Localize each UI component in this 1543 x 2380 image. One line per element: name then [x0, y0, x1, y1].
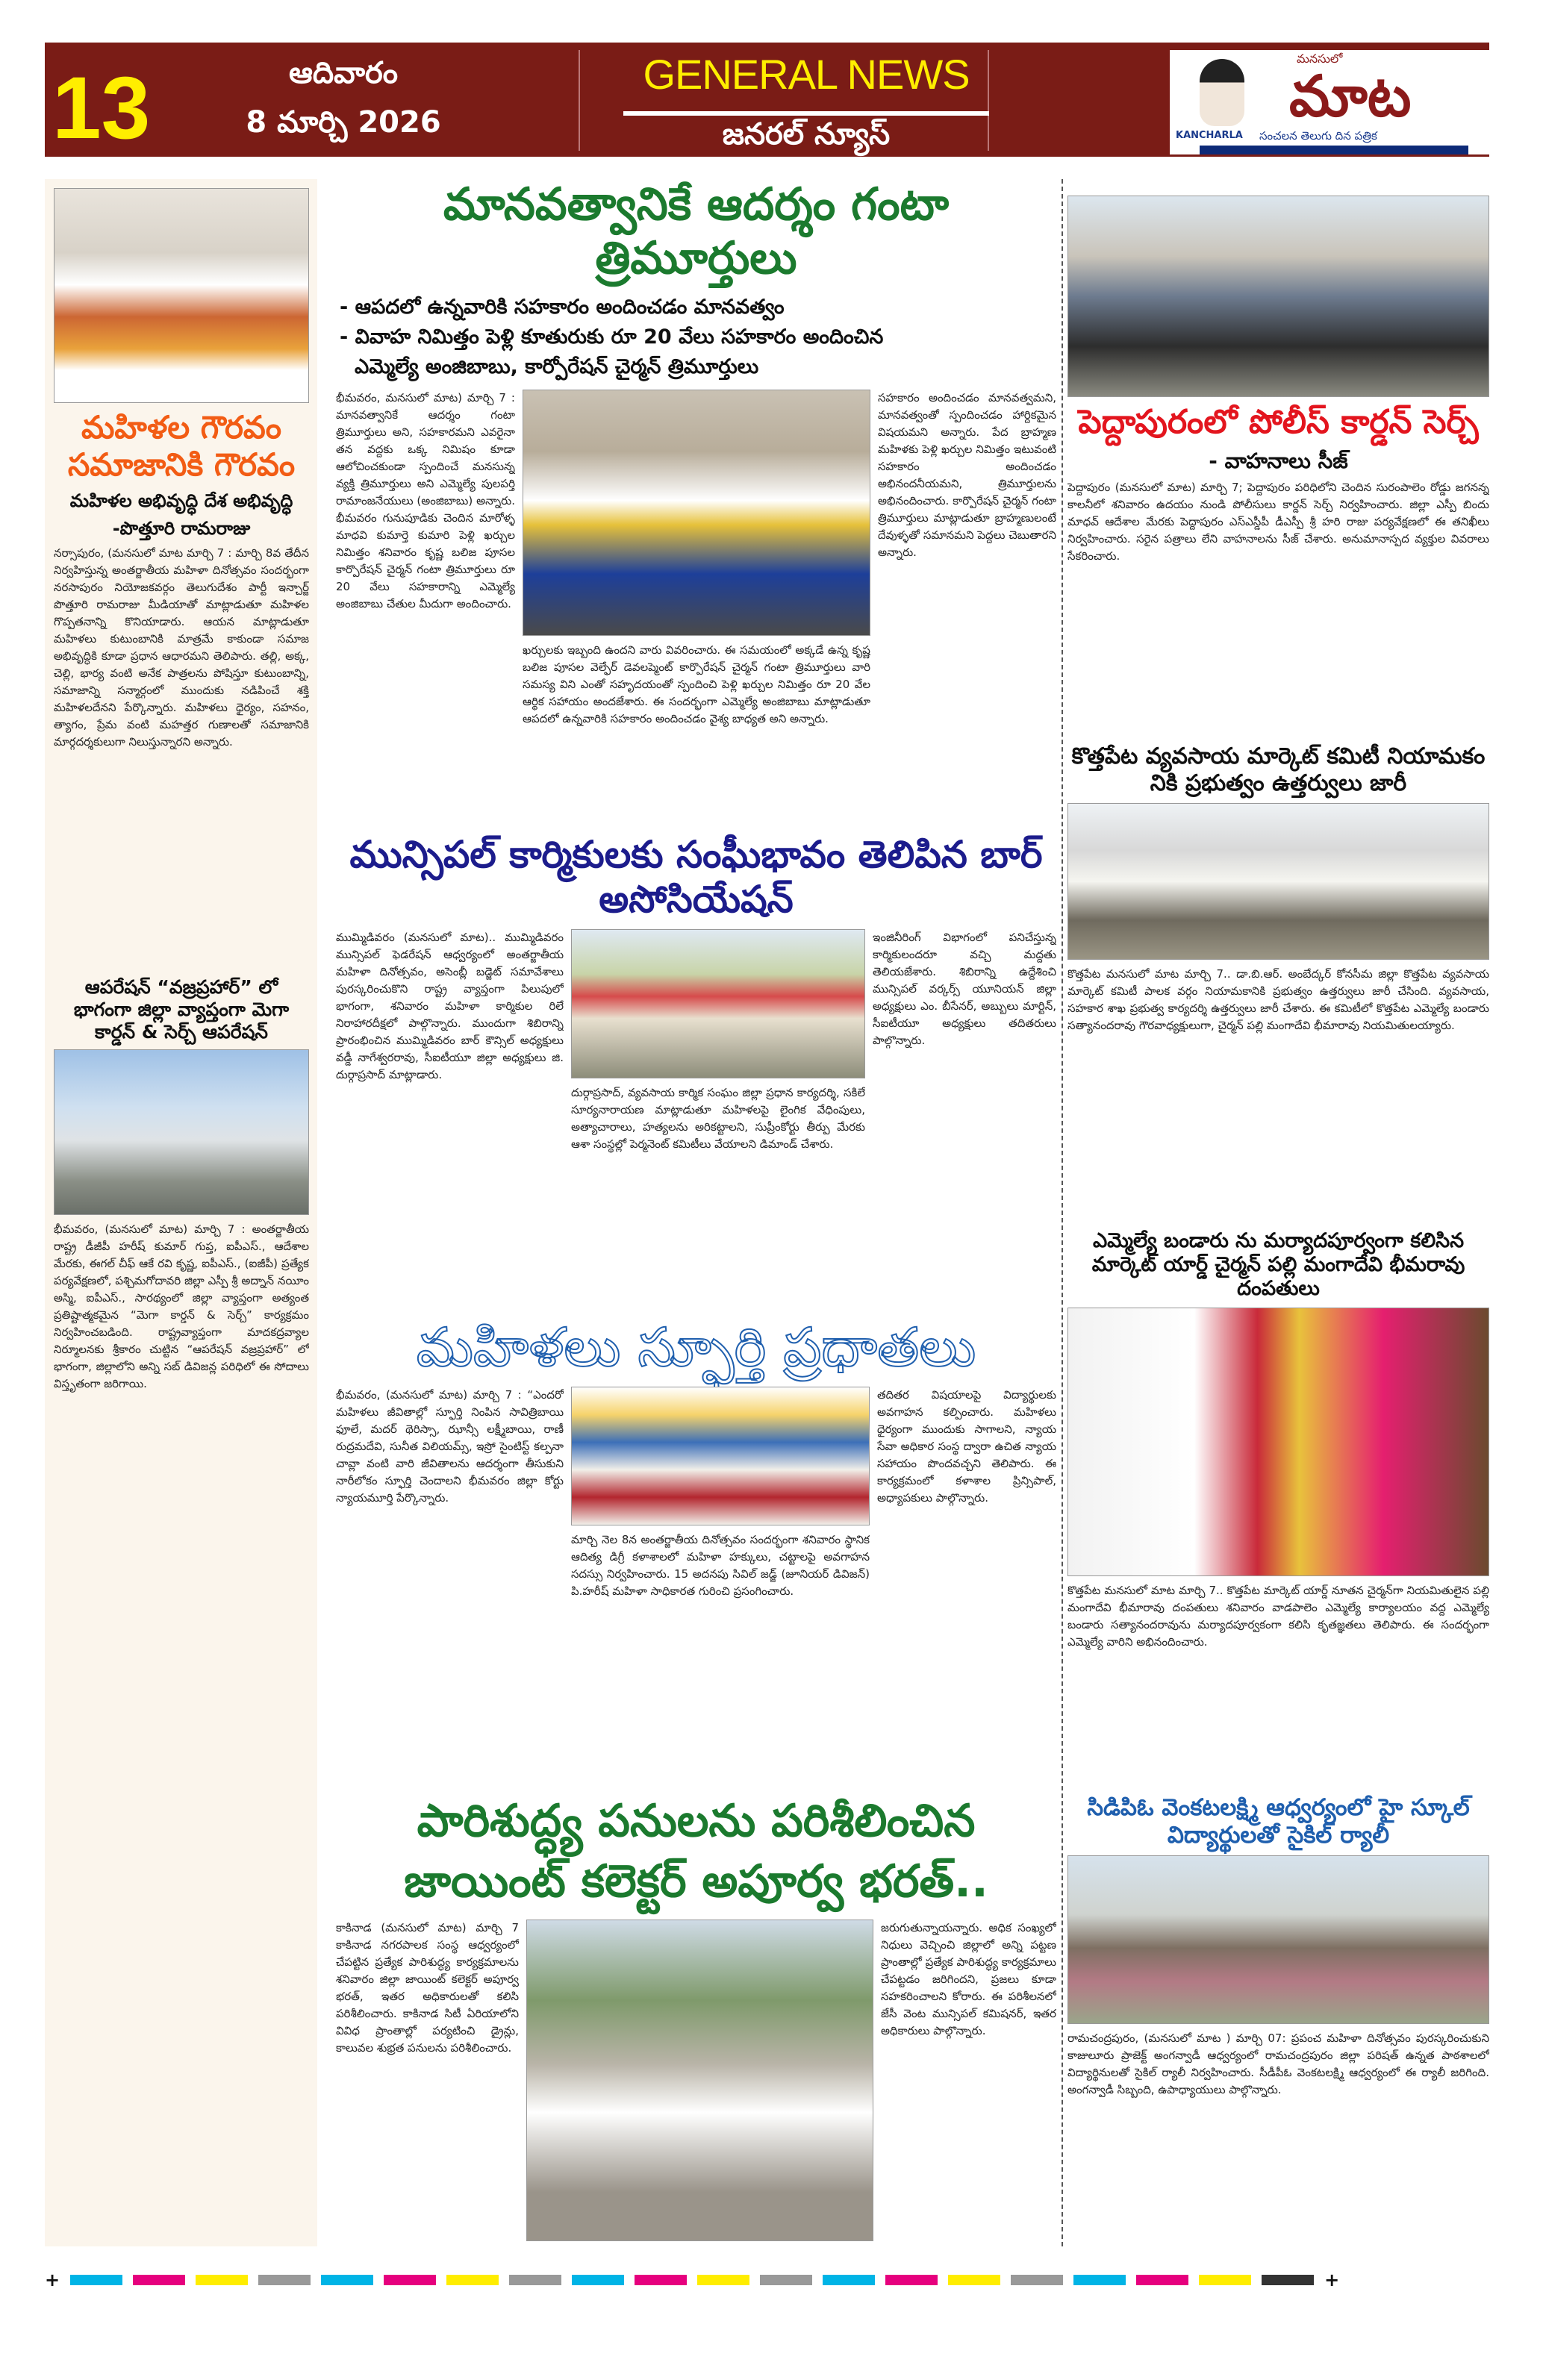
- bullet: ఎమ్మెల్యే అంజిబాబు, కార్పోరేషన్ చైర్మన్ త్రిమూర్తులు: [355, 355, 759, 378]
- article-1-body-bottom: ఖర్చులకు ఇబ్బంది ఉందని వారు వివరించారు. ఈ సమయంలో అక్కడే ఉన్న కృష్ణ బలిజ పూసల వెల్ఫేర్ డెవలప్మెంట్ కార్పొరేషన్ చైర్మన్ గంటా త్రిమూర్తులు వారి సమస్య విని ఎంతో సహృదయంతో స్పందించి పెళ్లి ఖర్చుల నిమిత్తం రూ 20 వేల ఆర్థిక సహాయం అందజేశారు. ఈ సందర్భంగా ఎమ్మెల్యే అంజిబాబు మాట్లాడుతూ ఆపదలో ఉన్నవారికి సహకారం అందించడం వైశ్య బాధ్యత అని అన్నారు.: [523, 643, 870, 725]
- right-article-4-body: రామచంద్రపురం, (మనసులో మాట ) మార్చి 07: ప్రపంచ మహిళా దినోత్సవం పురస్కరించుకుని కాజులూరు ప్రాజెక్ట్ అంగన్వాడీ ఆధ్వర్యంలో రామచంద్రపురం జిల్లా పరిషత్ ఉన్నత పాఠశాలలో విద్యార్థినులతో సైకిల్ ర్యాలీ నిర్వహించారు. సీడీపీఓ వెంకటలక్ష్మి ఆధ్వర్యంలో ఈ ర్యాలీ జరిగింది. అంగన్వాడీ సిబ్బంది, ఉపాధ్యాయులు పాల్గొన్నారు.: [1067, 2031, 1489, 2097]
- divider: [623, 111, 989, 116]
- left-operation-body: భీమవరం, (మనసులో మాట) మార్చి 7 : అంతర్జాతీయ రాష్ట్ర డీజీపీ హరీష్ కుమార్ గుప్త, ఐపీఎస్., ఆదేశాల మేరకు, ఈగల్ చీఫ్ ఆకే రవి కృష్ణ, ఐపీఎస్., (ఐజీపీ) ప్రత్యేక పర్యవేక్షణలో, పశ్చిమగోదావరి జిల్లా ఎస్పీ శ్రీ అద్నాన్ నయీం అస్మి, ఐపీఎస్., సారథ్యంలో జిల్లా వ్యాప్తంగా అత్యంత ప్రతిష్టాత్మకమైన “మెగా కార్డన్ & సెర్చ్” కార్యక్రమం నిర్వహించబడింది. రాష్ట్రవ్యాప్తంగా మాదకద్రవ్యాల నిర్మూలనకు శ్రీకారం చుట్టిన “ఆపరేషన్ వజ్రప్రహార్” లో భాగంగా, జిల్లాలోని అన్ని సబ్ డివిజన్ల పరిధిలో ఈ సోదాలు విస్తృతంగా జరిగాయి.: [54, 1222, 309, 1390]
- portrait-photo: [54, 188, 309, 403]
- right-article-2-photo: [1067, 803, 1489, 960]
- article-3-body-mid: మార్చి నెల 8న అంతర్జాతీయ దినోత్సవం సందర్భంగా శనివారం స్థానిక ఆదిత్య డిగ్రీ కళాశాలలో మహిళా హక్కులు, చట్టాలపై అవగాహన సదస్సు నిర్వహించారు. 15 అదనపు సివిల్ జడ్జ్ (జూనియర్ డివిజన్) పి.హరీష్ మహిళా సాధికారత గురించి ప్రసంగించారు.: [571, 1533, 870, 1599]
- right-subheadline-1: - వాహనాలు సీజ్: [1209, 448, 1348, 473]
- registration-mark-icon: +: [45, 2270, 60, 2290]
- logo-tagline: సంచలన తెలుగు దిన పత్రిక: [1259, 129, 1377, 143]
- left-column: [54, 188, 309, 2240]
- article-2-body-left: ముమ్మిడివరం (మనసులో మాట).. ముమ్మిడివరం మున్సిపల్ ఫెడరేషన్ ఆధ్వర్యంలో అంతర్జాతీయ మహిళా దినోత్సవం, అసెంబ్లీ బడ్జెట్ సమావేశాలు పురస్కరించుకొని రాష్ట్ర వ్యాప్తంగా పిలుపులో భాగంగా, శనివారం మహిళా కార్మికుల రిలే నిరాహారదీక్షలో పాల్గొన్నారు. ముందుగా శిబిరాన్ని ప్రారంభించిన ముమ్మిడివరం బార్ కౌన్సిల్ అధ్యక్షులు వడ్డీ నాగేశ్వరరావు, సీఐటీయూ జిల్లా అధ్యక్షులు జి. దుర్గాప్రసాద్ మాట్లాడారు.: [336, 930, 564, 1081]
- section-title-te: జనరల్ న్యూస్: [722, 117, 891, 152]
- bullet: - వివాహ నిమిత్తం పెళ్లి కూతురుకు రూ 20 వేలు సహకారం అందించిన: [340, 325, 884, 349]
- article-3-middle: [571, 1387, 870, 1784]
- registration-mark-icon: +: [1324, 2270, 1340, 2290]
- article-4-body-left: కాకినాడ (మనసులో మాట) మార్చి 7 కాకినాడ నగరపాలక సంస్థ ఆధ్వర్యంలో చేపట్టిన ప్రత్యేక పారిశుద్ధ్య కార్యక్రమాలను శనివారం జిల్లా జాయింట్ కలెక్టర్ అపూర్వ భరత్, ఇతర అధికారులతో కలిసి పరిశీలించారు. కాకినాడ సిటీ ఏరియాలోని వివిధ ప్రాంతాల్లో పర్యటించి డ్రైన్లు, కాలువల శుభ్రత పనులను పరిశీలించారు.: [336, 1921, 519, 2055]
- logo-bar: [1200, 146, 1468, 154]
- left-byline: -పొత్తూరి రామరాజు: [112, 517, 251, 539]
- article-1-middle: [523, 390, 870, 825]
- article-3-photo: [571, 1387, 870, 1525]
- divider: [579, 50, 580, 151]
- article-2-photo: [571, 929, 865, 1078]
- article-4: [336, 1920, 1056, 2241]
- left-headline: మహిళల గౌరవం సమాజానికి గౌరవం: [67, 409, 296, 484]
- section-title-en: GENERAL NEWS: [643, 51, 970, 98]
- masthead: [45, 43, 1489, 157]
- print-color-bar: [45, 2270, 1489, 2290]
- article-4-middle: [526, 1920, 873, 2241]
- center-headline-4: పారిశుద్ధ్య పనులను పరిశీలించిన జాయింట్ కలెక్టర్ అపూర్వ భరత్..: [404, 1795, 988, 1908]
- right-article-3-photo: [1067, 1308, 1489, 1576]
- left-subheadline: మహిళల అభివృద్ధి దేశ అభివృద్ధి: [69, 490, 293, 511]
- right-article-1-photo: [1067, 196, 1489, 397]
- right-article-1-body: పెద్దాపురం (మనసులో మాట) మార్చి 7; పెద్దాపురం పరిధిలోని చెందిన సురంపాలెం రోడ్డు జగనన్న కాలనీలో శనివారం ఉదయం నుండి పోలీసులు కార్డన్ సెర్చ్ నిర్వహించారు. జిల్లా ఎస్పీ బిందు మాధవ్ ఆదేశాల మేరకు పెద్దాపురం ఎస్ఎస్డీపీ డీఎస్పీ శ్రీ హరి రాజు పర్యవేక్షణలో ఈ తనిఖీలు నిర్వహించారు. సరైన పత్రాలు లేని వాహనాలను సీజ్ చేశారు. అనుమానాస్పద వ్యక్తుల వివరాలు సేకరించారు.: [1067, 481, 1489, 563]
- day-label: ఆదివారం: [288, 56, 399, 90]
- right-headline-4: సిడిపిఓ వెంకటలక్ష్మి ఆధ్వర్యంలో హై స్కూల్ విద్యార్థులతో సైకిల్ ర్యాలీ: [1087, 1794, 1470, 1849]
- article-3: [336, 1387, 1056, 1784]
- article-2-body-mid: దుర్గాప్రసాద్, వ్యవసాయ కార్మిక సంఘం జిల్లా ప్రధాన కార్యదర్శి, సకిలే సూర్యనారాయణ మాట్లాడుతూ మహిళలపై లైంగిక వేధింపులు, అత్యాచారాలు, హత్యలను అరికట్టాలని, సుప్రీంకోర్టు తీర్పు మేరకు ఆశా సంస్థల్లో పెర్మనెంట్ కమిటీలు వేయాలని డిమాండ్ చేశారు.: [571, 1085, 865, 1151]
- article-1-body-left: భీమవరం, మనసులో మాట) మార్చి 7 : మానవత్వానికే ఆదర్శం గంటా త్రిమూర్తులు అని, సహకారమని ఎవరైనా తన వద్దకు ఒక్క నిమిషం కూడా ఆలోచించకుండా స్పందించే మనసున్న వ్యక్తి త్రిమూర్తులు అని ఎమ్మెల్యే పులపర్తి రామాంజనేయులు (అంజిబాబు) అన్నారు. భీమవరం గునుపూడికు చెందిన మారోళ్ళ మాధవి కుమార్తె కుమారి పెళ్లి ఖర్చుల నిమిత్తం శనివారం కృష్ణ బలిజ పూసల కార్పొరేషన్ చైర్మన్ గంటా త్రిమూర్తులు రూ 20 వేలు సహకారాన్ని ఎమ్మెల్యే అంజిబాబు చేతుల మీదుగా అందించారు.: [336, 391, 515, 610]
- article-1: [336, 390, 1056, 825]
- article-2-middle: [571, 929, 865, 1308]
- right-headline-3: ఎమ్మెల్యే బండారు ను మర్యాదపూర్వంగా కలిసిన మార్కెట్ యార్డ్ చైర్మన్ పల్లి మంగాదేవి భీమరావు దంపతులు: [1091, 1228, 1465, 1301]
- center-headline-3: మహిళలు స్ఫూర్తి ప్రధాతలు: [416, 1315, 976, 1378]
- right-article-3-body: కొత్తపేట మనసులో మాట మార్చి 7.. కొత్తపేట మార్కెట్ యార్డ్ నూతన చైర్మన్‌గా నియమితులైన పల్లి మంగాదేవి భీమారావు దంపతులు శనివారం వాడపాలెం ఎమ్మెల్యే కార్యాలయం వద్ద ఎమ్మెల్యే బండారు సత్యానందరావును మర్యాదపూర్వకంగా కలిసి కృతజ్ఞతలు తెలిపారు. ఈ సందర్భంగా ఎమ్మెల్యే వారిని అభినందించారు.: [1067, 1583, 1489, 1649]
- headline-1-bullets: [336, 293, 1056, 382]
- right-article-4-photo: [1067, 1855, 1489, 2024]
- date-label: 8 మార్చి 2026: [246, 105, 441, 140]
- article-2-body-right: ఇంజినీరింగ్ విభాగంలో పనిచేస్తున్న కార్మికులందరూ వచ్చి మద్దతు తెలియజేశారు. శిబిరాన్ని ఉద్దేశించి మున్సిపల్ వర్కర్స్ యూనియన్ జిల్లా అధ్యక్షులు ఎం. బీసేనర్, అబ్బులు మార్టిన్, సీఐటీయూ అధ్యక్షులు తదితరులు పాల్గొన్నారు.: [873, 930, 1056, 1047]
- column-divider: [1062, 179, 1063, 2246]
- portrait-icon: [1200, 59, 1244, 126]
- article-4-body-right: జరుగుతున్నాయన్నారు. అధిక సంఖ్యలో నిధులు వెచ్చించి జిల్లాలో అన్ని పట్టణ ప్రాంతాల్లో ప్రత్యేక పారిశుద్ధ్య కార్యక్రమాలు చేపట్టడం జరిగిందని, ప్రజలు కూడా సహకరించాలని కోరారు. ఈ పరిశీలనలో జేసీ వెంట మున్సిపల్ కమిషనర్, ఇతర అధికారులు పాల్గొన్నారు.: [881, 1921, 1056, 2038]
- logo-prefix: మనసులో: [1297, 51, 1343, 66]
- newspaper-logo: [1170, 50, 1491, 154]
- center-column: [336, 178, 1056, 2241]
- page-number: 13: [52, 59, 151, 157]
- left-subhead-operation: ఆపరేషన్ “వజ్రప్రహార్” లో భాగంగా జిల్లా వ్యాప్తంగా మెగా కార్డన్ & సెర్చ్ ఆపరేషన్: [73, 975, 290, 1043]
- center-headline-1: మానవత్వానికే ఆదర్శం గంటా త్రిమూర్తులు: [443, 178, 950, 284]
- right-headline-2: కొత్తపేట వ్యవసాయ మార్కెట్ కమిటీ నియామకం నికి ప్రభుత్వం ఉత్తర్వులు జారీ: [1071, 743, 1486, 796]
- center-headline-2: మున్సిపల్ కార్మికులకు సంఘీభావం తెలిపిన బార్ అసోసియేషన్: [349, 832, 1043, 921]
- right-headline-1: పెద్దాపురంలో పోలీస్ కార్డన్ సెర్చ్: [1078, 403, 1479, 441]
- article-2: [336, 929, 1056, 1308]
- article-3-body-right: తదితర విషయాలపై విద్యార్థులకు అవగాహన కల్పించారు. మహిళలు ధైర్యంగా ముందుకు సాగాలని, న్యాయ సేవా అధికార సంస్థ ద్వారా ఉచిత న్యాయ సహాయం పొందవచ్చని తెలిపారు. ఈ కార్యక్రమంలో కళాశాల ప్రిన్సిపాల్, అధ్యాపకులు పాల్గొన్నారు.: [877, 1388, 1056, 1505]
- logo-brand: KANCHARLA: [1176, 130, 1243, 141]
- article-3-body-left: భీమవరం, (మనసులో మాట) మార్చి 7 : “ఎందరో మహిళలు జీవితాల్లో స్ఫూర్తి నింపిన సావిత్రిబాయి ఫూలే, మదర్ థెరిస్సా, ఝాన్సీ లక్ష్మీబాయి, రాణీ రుద్రమదేవి, సునీత విలియమ్స్, ఇస్రో సైంటిస్ట్ కల్పనా చావ్లా వంటి వారి జీవితాలను ఆదర్శంగా తీసుకుని నారీలోకం స్ఫూర్తి చెందాలని భీమవరం జిల్లా కోర్టు న్యాయమూర్తి పేర్కొన్నారు.: [336, 1388, 564, 1505]
- police-operation-photo: [54, 1049, 309, 1215]
- article-1-body-right: సహకారం అందించడం మానవత్వమని, మానవత్వంతో స్పందించడం హార్దికమైన విషయమని అన్నారు. పేద బ్రాహ్మణ మహిళకు పెళ్లి ఖర్చుల నిమిత్తం ఇటువంటి సహకారం అందించడం అభినందనీయమని, త్రిమూర్తులను అభినందించారు. కార్పొరేషన్ చైర్మన్ గంటా త్రిమూర్తులు మాట్లాడుతూ బ్రాహ్మణులంటే దేవుళ్ళతో సమానమని పెద్దలు చెబుతారని అన్నారు.: [878, 391, 1056, 559]
- left-article-body: నర్సాపురం, (మనసులో మాట మార్చి 7 : మార్చి 8వ తేదీన నిర్వహిస్తున్న అంతర్జాతీయ మహిళా దినోత్సవం సందర్భంగా నరసాపురం నియోజకవర్గం తెలుగుదేశం పార్టీ ఇన్చార్జ్ పొత్తూరి రామరాజు మీడియాతో మాట్లాడుతూ మహిళల గొప్పతనాన్ని కొనియాడారు. ఆయన మాట్లాడుతూ మహిళలు కుటుంబానికి మాత్రమే కాకుండా సమాజ అభివృద్ధికి కూడా ప్రధాన ఆధారమని తెలిపారు. తల్లి, అక్క, చెల్లి, భార్య వంటి అనేక పాత్రలను పోషిస్తూ కుటుంబాన్ని, సమాజాన్ని సన్మార్గంలో ముందుకు నడిపించే శక్తి మహిళలదేనని పేర్కొన్నారు. మహిళలు ధైర్యం, సహనం, త్యాగం, ప్రేమ వంటి మహత్తర గుణాలతో సమాజానికి మార్గదర్శకులుగా నిలుస్తున్నారని అన్నారు.: [54, 546, 309, 749]
- logo-word: మాట: [1289, 63, 1412, 129]
- right-column: [1067, 196, 1489, 2211]
- bullet: - ఆపదలో ఉన్నవారికి సహకారం అందించడం మానవత్వం: [340, 296, 785, 319]
- article-1-photo: [523, 390, 870, 636]
- right-article-2-body: కొత్తపేట మనసులో మాట మార్చి 7.. డా.బి.ఆర్. అంబేద్కర్ కోనసీమ జిల్లా కొత్తపేట వ్యవసాయ మార్కెట్ కమిటీ పాలక వర్గం నియామకానికి ప్రభుత్వం ఉత్తర్వులు జారీ చేసింది. వ్యవసాయ, సహకార శాఖ ప్రభుత్వ కార్యదర్శి ఉత్తర్వులు జారీ చేశారు. ఈ కమిటీలో కొత్తపేట ఎమ్మెల్యే బండారు సత్యానందరావు గౌరవాధ్యక్షులుగా, చైర్మన్ పల్లి మంగాదేవి భీమారావు నియమితులయ్యారు.: [1067, 966, 1489, 1032]
- article-4-photo: [526, 1920, 873, 2241]
